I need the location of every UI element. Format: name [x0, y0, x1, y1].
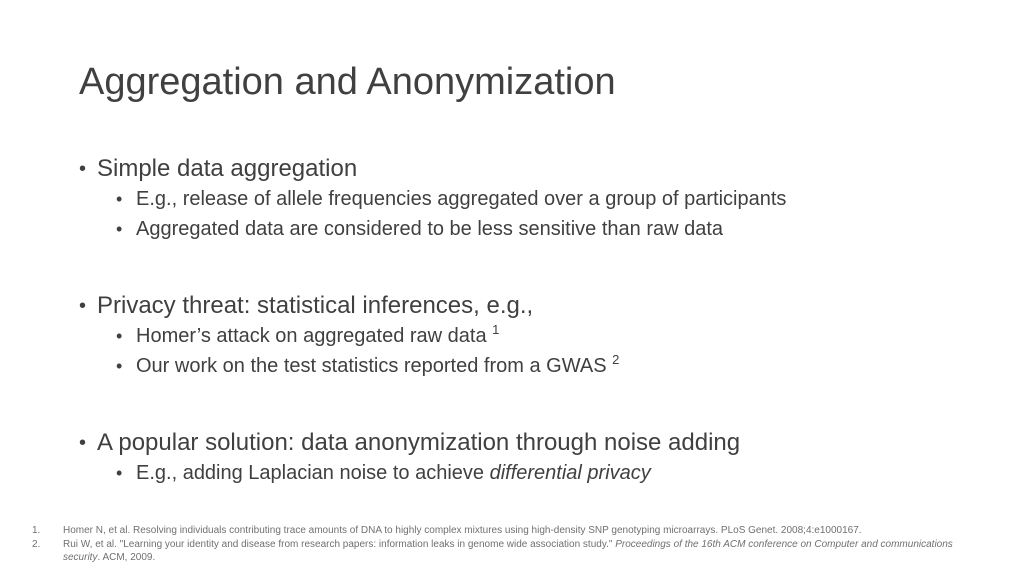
- bullet-text: Aggregated data are considered to be less sensitive than raw data: [136, 218, 724, 240]
- bullet-emphasis: differential privacy: [489, 462, 651, 484]
- bullet-level2: [116, 321, 999, 351]
- bullet-level2: [116, 458, 999, 488]
- bullet-text: E.g., release of allele frequencies aggregated over a group of participants: [136, 188, 787, 210]
- bullet-dot-icon: •: [116, 326, 123, 346]
- footnote-emphasis: Proceedings of the 16th ACM conference on Computer and communications security: [63, 538, 953, 563]
- bullet-text: A popular solution: data anonymization through noise adding: [97, 429, 741, 456]
- footnote-item: [32, 524, 992, 538]
- bullet-level1: [79, 291, 999, 321]
- bullet-level2: [116, 351, 999, 381]
- footnote-text: Homer N, et al. Resolving individuals contributing trace amounts of DNA to highly complex mixtures using high-density SNP genotyping microarrays. PLoS Genet. 2008;4:e1000167.: [63, 525, 862, 536]
- footnote-number: 2.: [32, 538, 41, 550]
- bullet-dot-icon: •: [116, 356, 123, 376]
- bullet-dot-icon: •: [79, 432, 87, 454]
- bullet-level1: [79, 428, 999, 458]
- bullet-text: Privacy threat: statistical inferences, e.g.,: [97, 292, 534, 319]
- slide-title: Aggregation and Anonymization: [79, 61, 616, 103]
- bullet-level1: [79, 154, 999, 184]
- bullet-dot-icon: •: [79, 295, 87, 317]
- bullet-text: Simple data aggregation: [97, 155, 358, 182]
- section-solution: [79, 428, 999, 488]
- bullet-level2: [116, 184, 999, 214]
- bullet-dot-icon: •: [116, 463, 123, 483]
- footnote-text: . ACM, 2009.: [97, 552, 156, 563]
- footnotes: [32, 524, 992, 565]
- bullet-text: Homer’s attack on aggregated raw data: [136, 325, 493, 347]
- section-privacy-threat: [79, 291, 999, 381]
- bullet-text: Our work on the test statistics reported from a GWAS: [136, 355, 613, 377]
- bullet-dot-icon: •: [79, 158, 87, 180]
- slide-body: [79, 154, 999, 488]
- bullet-dot-icon: •: [116, 219, 123, 239]
- footnote-ref: 1: [492, 322, 500, 337]
- bullet-level2: [116, 214, 999, 244]
- bullet-dot-icon: •: [116, 189, 123, 209]
- footnote-number: 1.: [32, 525, 41, 536]
- bullet-text: E.g., adding Laplacian noise to achieve: [136, 462, 490, 484]
- footnote-item: [32, 538, 992, 565]
- footnote-ref: 2: [612, 352, 620, 367]
- footnote-text: Rui W, et al. "Learning your identity and disease from research papers: information leaks in genome wide association study.": [63, 538, 616, 550]
- section-aggregation: [79, 154, 999, 244]
